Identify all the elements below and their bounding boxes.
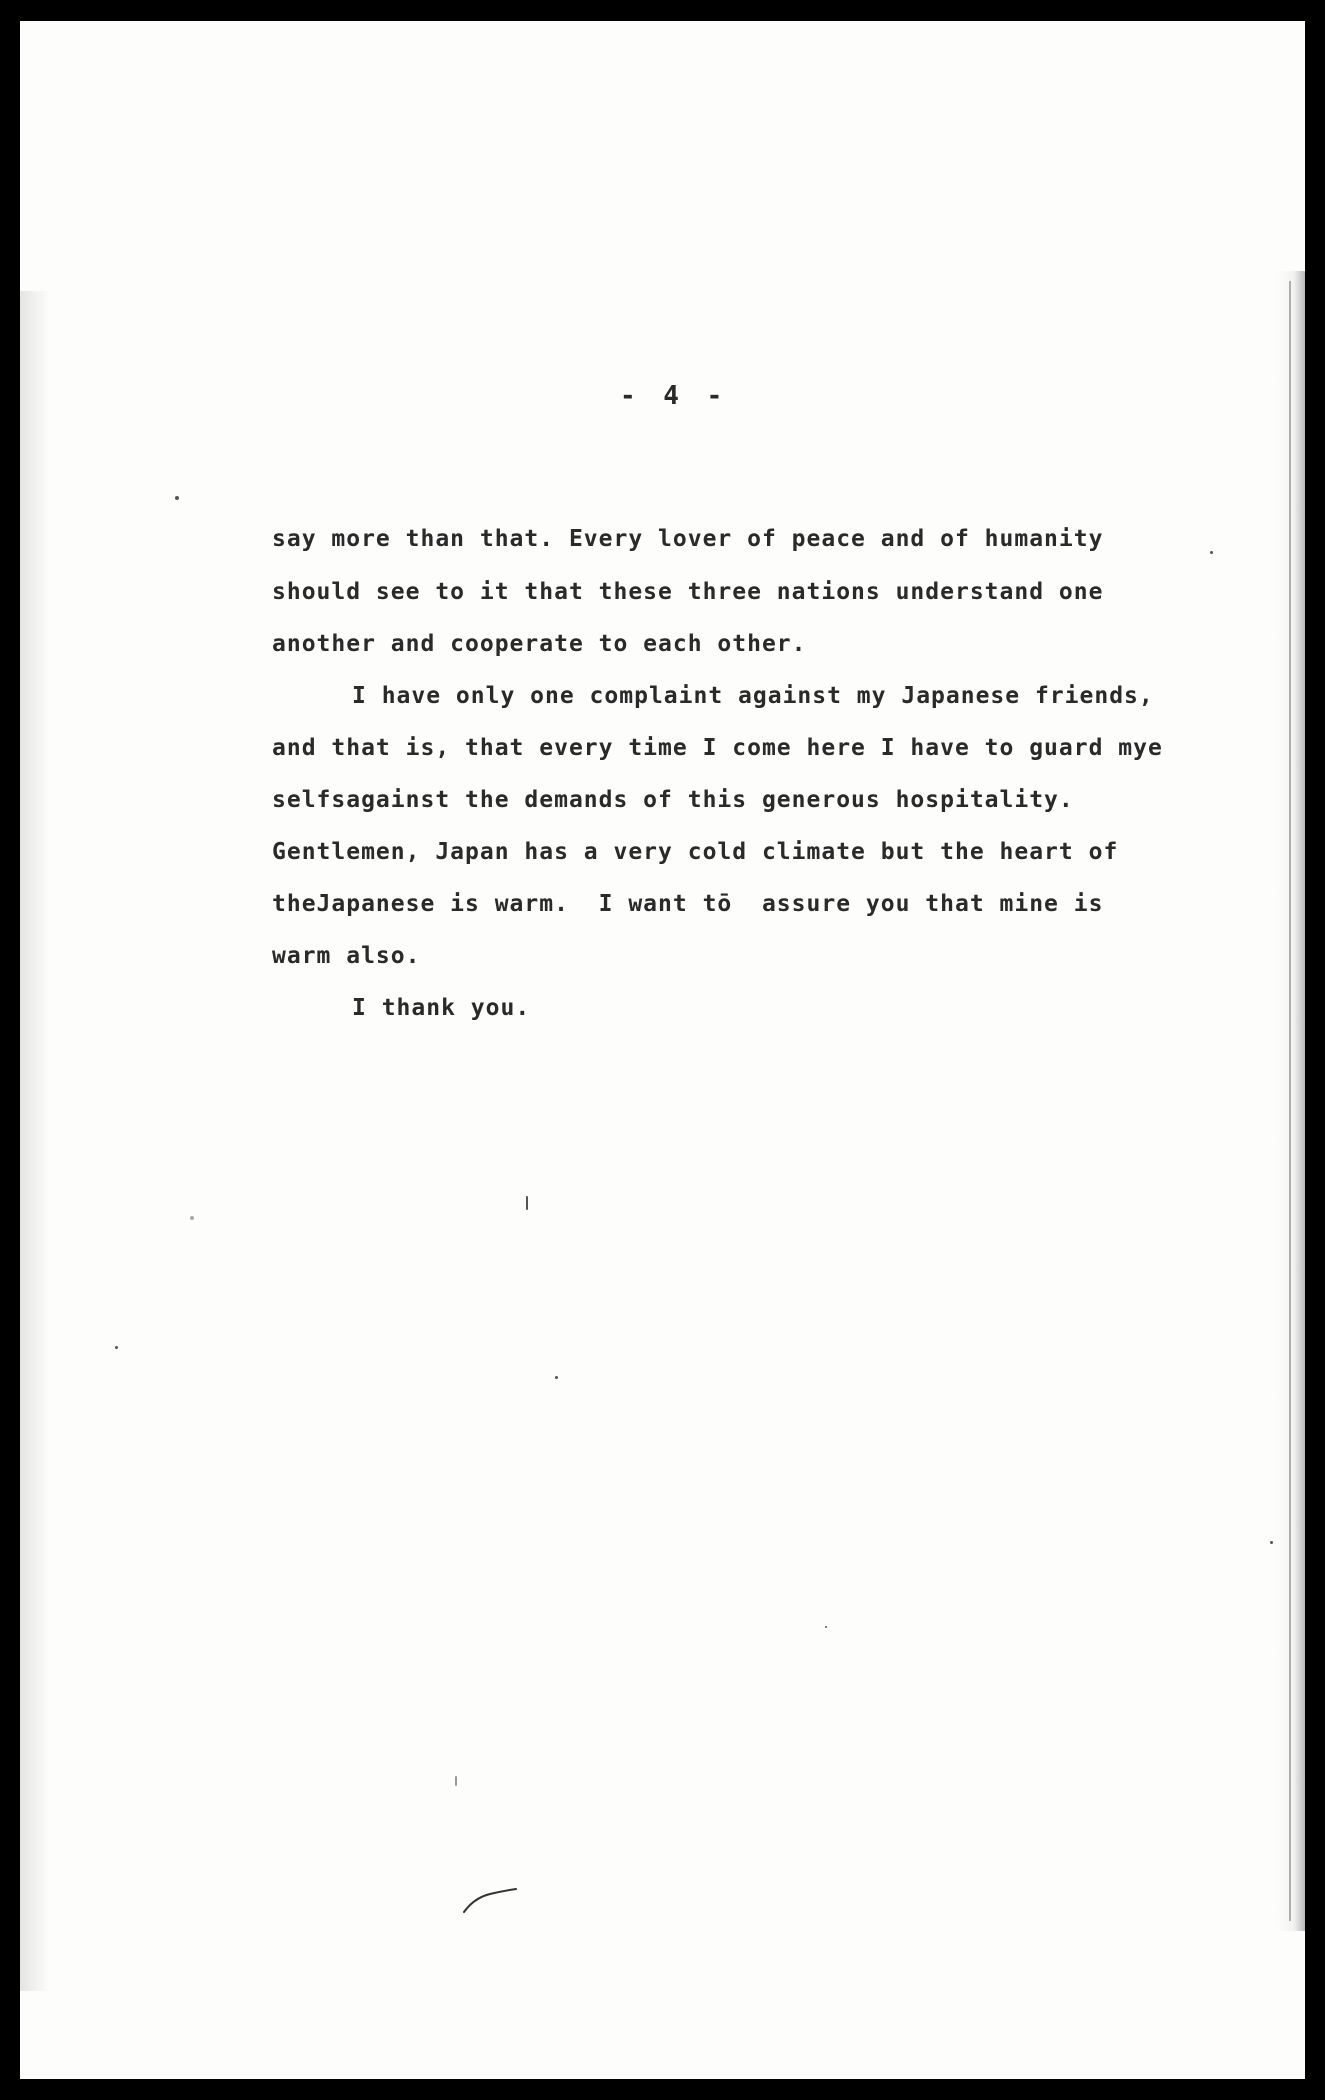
text-line: warm also.: [272, 943, 421, 969]
text-line: I have only one complaint against my Japanese friends,: [352, 683, 1154, 709]
scan-speck: [1270, 1541, 1273, 1544]
scan-speck: [455, 1776, 457, 1786]
text-line: say more than that. Every lover of peace and of humanity: [272, 526, 1104, 552]
scan-shadow-right: [1277, 271, 1305, 1931]
scan-shadow-left: [20, 291, 50, 1991]
scan-speck: [526, 1196, 528, 1210]
text-line: theJapanese is warm. I want tō assure you that mine is: [272, 891, 1104, 917]
scan-speck: [175, 496, 179, 500]
text-line: selfsagainst the demands of this generous hospitality.: [272, 787, 1074, 813]
text-line: I thank you.: [352, 995, 531, 1021]
scan-edge-line: [1289, 281, 1291, 1921]
scan-speck: [825, 1626, 827, 1628]
scan-speck: [190, 1216, 194, 1220]
text-line: another and cooperate to each other.: [272, 631, 807, 657]
document-page: [20, 21, 1305, 2079]
pen-mark: [460, 1876, 530, 1916]
text-line: and that is, that every time I come here I have to guard mye: [272, 735, 1163, 761]
scan-speck: [1210, 551, 1213, 554]
text-line: should see to it that these three nations understand one: [272, 579, 1104, 605]
scan-speck: [555, 1376, 558, 1379]
text-line: Gentlemen, Japan has a very cold climate but the heart of: [272, 839, 1119, 865]
page-number: - 4 -: [620, 381, 729, 411]
scan-speck: [115, 1346, 118, 1349]
